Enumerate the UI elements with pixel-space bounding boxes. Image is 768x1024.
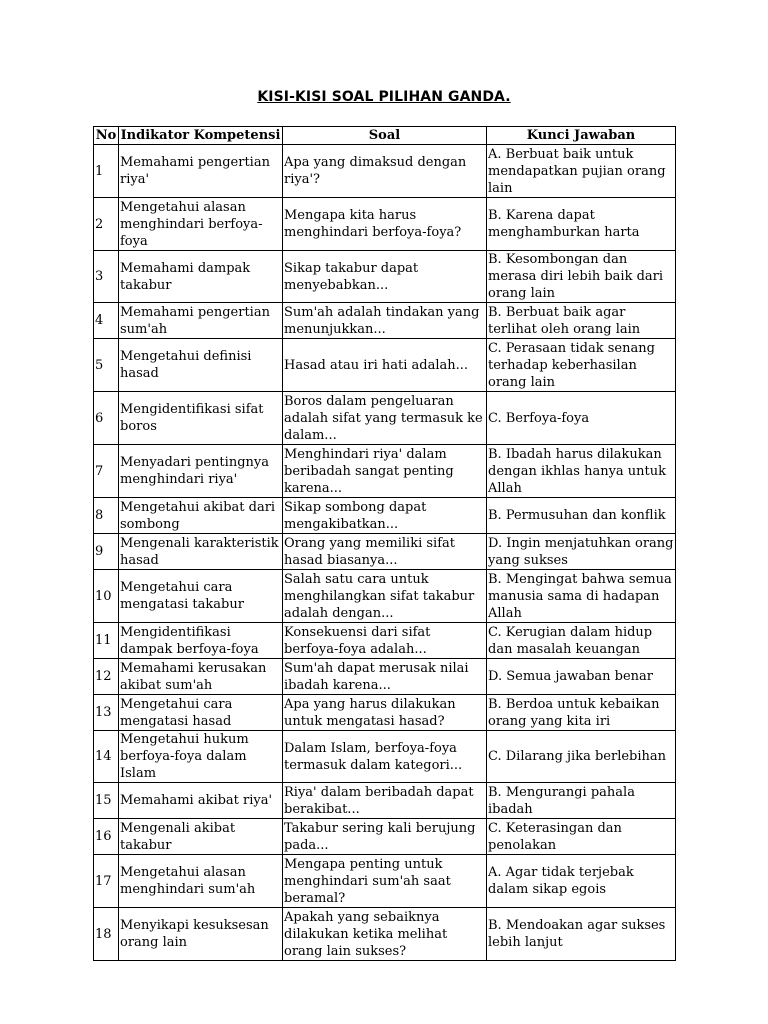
row-kunci: B. Mengingat bahwa semua manusia sama di hadapan Allah xyxy=(487,570,676,623)
row-soal: Sum'ah adalah tindakan yang menunjukkan... xyxy=(283,303,487,339)
row-kunci: B. Kesombongan dan merasa diri lebih baik dari orang lain xyxy=(487,251,676,303)
row-number: 15 xyxy=(94,783,119,819)
row-soal: Konsekuensi dari sifat berfoya-foya adalah... xyxy=(283,623,487,659)
row-soal: Sum'ah dapat merusak nilai ibadah karena... xyxy=(283,659,487,695)
row-number: 16 xyxy=(94,819,119,855)
row-indikator: Mengetahui alasan menghindari berfoya-foya xyxy=(119,198,283,251)
header-soal: Soal xyxy=(283,127,487,145)
question-grid-table xyxy=(93,126,676,961)
page-title: KISI-KISI SOAL PILIHAN GANDA. xyxy=(257,89,511,105)
row-number: 4 xyxy=(94,303,119,339)
row-soal: Sikap takabur dapat menyebabkan... xyxy=(283,251,487,303)
row-kunci: B. Mengurangi pahala ibadah xyxy=(487,783,676,819)
row-number: 18 xyxy=(94,908,119,961)
row-kunci: B. Permusuhan dan konflik xyxy=(487,498,676,534)
row-number: 14 xyxy=(94,731,119,783)
row-number: 11 xyxy=(94,623,119,659)
table-row xyxy=(94,570,676,623)
row-number: 9 xyxy=(94,534,119,570)
row-soal: Takabur sering kali berujung pada... xyxy=(283,819,487,855)
row-kunci: A. Agar tidak terjebak dalam sikap egois xyxy=(487,855,676,908)
row-kunci: C. Berfoya-foya xyxy=(487,392,676,445)
row-soal: Orang yang memiliki sifat hasad biasanya... xyxy=(283,534,487,570)
row-soal: Apa yang harus dilakukan untuk mengatasi hasad? xyxy=(283,695,487,731)
table-row xyxy=(94,695,676,731)
row-kunci: C. Dilarang jika berlebihan xyxy=(487,731,676,783)
row-indikator: Mengetahui hukum berfoya-foya dalam Islam xyxy=(119,731,283,783)
row-soal: Salah satu cara untuk menghilangkan sifat takabur adalah dengan... xyxy=(283,570,487,623)
row-kunci: B. Mendoakan agar sukses lebih lanjut xyxy=(487,908,676,961)
row-soal: Apakah yang sebaiknya dilakukan ketika melihat orang lain sukses? xyxy=(283,908,487,961)
row-indikator: Memahami kerusakan akibat sum'ah xyxy=(119,659,283,695)
table-row xyxy=(94,819,676,855)
table-row xyxy=(94,534,676,570)
table-row xyxy=(94,623,676,659)
row-indikator: Mengetahui cara mengatasi hasad xyxy=(119,695,283,731)
row-indikator: Memahami dampak takabur xyxy=(119,251,283,303)
table-header-row xyxy=(94,127,676,145)
table-row xyxy=(94,908,676,961)
row-number: 17 xyxy=(94,855,119,908)
table-row xyxy=(94,392,676,445)
table-row xyxy=(94,145,676,198)
row-kunci: B. Berdoa untuk kebaikan orang yang kita iri xyxy=(487,695,676,731)
row-number: 1 xyxy=(94,145,119,198)
row-kunci: B. Ibadah harus dilakukan dengan ikhlas hanya untuk Allah xyxy=(487,445,676,498)
row-number: 10 xyxy=(94,570,119,623)
row-indikator: Memahami pengertian sum'ah xyxy=(119,303,283,339)
table-row xyxy=(94,198,676,251)
table-row xyxy=(94,498,676,534)
row-number: 3 xyxy=(94,251,119,303)
header-indikator: Indikator Kompetensi xyxy=(119,127,283,145)
row-number: 13 xyxy=(94,695,119,731)
row-soal: Dalam Islam, berfoya-foya termasuk dalam kategori... xyxy=(283,731,487,783)
row-soal: Mengapa kita harus menghindari berfoya-foya? xyxy=(283,198,487,251)
row-soal: Hasad atau iri hati adalah... xyxy=(283,339,487,392)
row-indikator: Mengetahui definisi hasad xyxy=(119,339,283,392)
row-indikator: Memahami akibat riya' xyxy=(119,783,283,819)
row-kunci: B. Berbuat baik agar terlihat oleh orang lain xyxy=(487,303,676,339)
table-row xyxy=(94,659,676,695)
row-soal: Sikap sombong dapat mengakibatkan... xyxy=(283,498,487,534)
row-kunci: D. Ingin menjatuhkan orang yang sukses xyxy=(487,534,676,570)
row-kunci: D. Semua jawaban benar xyxy=(487,659,676,695)
table-row xyxy=(94,339,676,392)
row-indikator: Menyikapi kesuksesan orang lain xyxy=(119,908,283,961)
row-indikator: Mengidentifikasi dampak berfoya-foya xyxy=(119,623,283,659)
row-number: 7 xyxy=(94,445,119,498)
table-row xyxy=(94,445,676,498)
row-soal: Boros dalam pengeluaran adalah sifat yang termasuk ke dalam... xyxy=(283,392,487,445)
row-number: 5 xyxy=(94,339,119,392)
row-kunci: C. Keterasingan dan penolakan xyxy=(487,819,676,855)
row-kunci: C. Kerugian dalam hidup dan masalah keuangan xyxy=(487,623,676,659)
row-number: 8 xyxy=(94,498,119,534)
row-indikator: Mengetahui cara mengatasi takabur xyxy=(119,570,283,623)
row-kunci: A. Berbuat baik untuk mendapatkan pujian orang lain xyxy=(487,145,676,198)
row-number: 2 xyxy=(94,198,119,251)
header-kunci: Kunci Jawaban xyxy=(487,127,676,145)
row-indikator: Mengenali karakteristik hasad xyxy=(119,534,283,570)
table-row xyxy=(94,303,676,339)
table-row xyxy=(94,731,676,783)
row-indikator: Mengidentifikasi sifat boros xyxy=(119,392,283,445)
table-row xyxy=(94,855,676,908)
row-number: 12 xyxy=(94,659,119,695)
row-indikator: Mengetahui akibat dari sombong xyxy=(119,498,283,534)
table-row xyxy=(94,251,676,303)
row-soal: Riya' dalam beribadah dapat berakibat... xyxy=(283,783,487,819)
header-no: No xyxy=(94,127,119,145)
row-indikator: Menyadari pentingnya menghindari riya' xyxy=(119,445,283,498)
row-soal: Apa yang dimaksud dengan riya'? xyxy=(283,145,487,198)
row-indikator: Mengenali akibat takabur xyxy=(119,819,283,855)
row-indikator: Mengetahui alasan menghindari sum'ah xyxy=(119,855,283,908)
row-soal: Mengapa penting untuk menghindari sum'ah saat beramal? xyxy=(283,855,487,908)
row-kunci: B. Karena dapat menghamburkan harta xyxy=(487,198,676,251)
table-row xyxy=(94,783,676,819)
row-soal: Menghindari riya' dalam beribadah sangat penting karena... xyxy=(283,445,487,498)
row-kunci: C. Perasaan tidak senang terhadap keberhasilan orang lain xyxy=(487,339,676,392)
row-number: 6 xyxy=(94,392,119,445)
row-indikator: Memahami pengertian riya' xyxy=(119,145,283,198)
